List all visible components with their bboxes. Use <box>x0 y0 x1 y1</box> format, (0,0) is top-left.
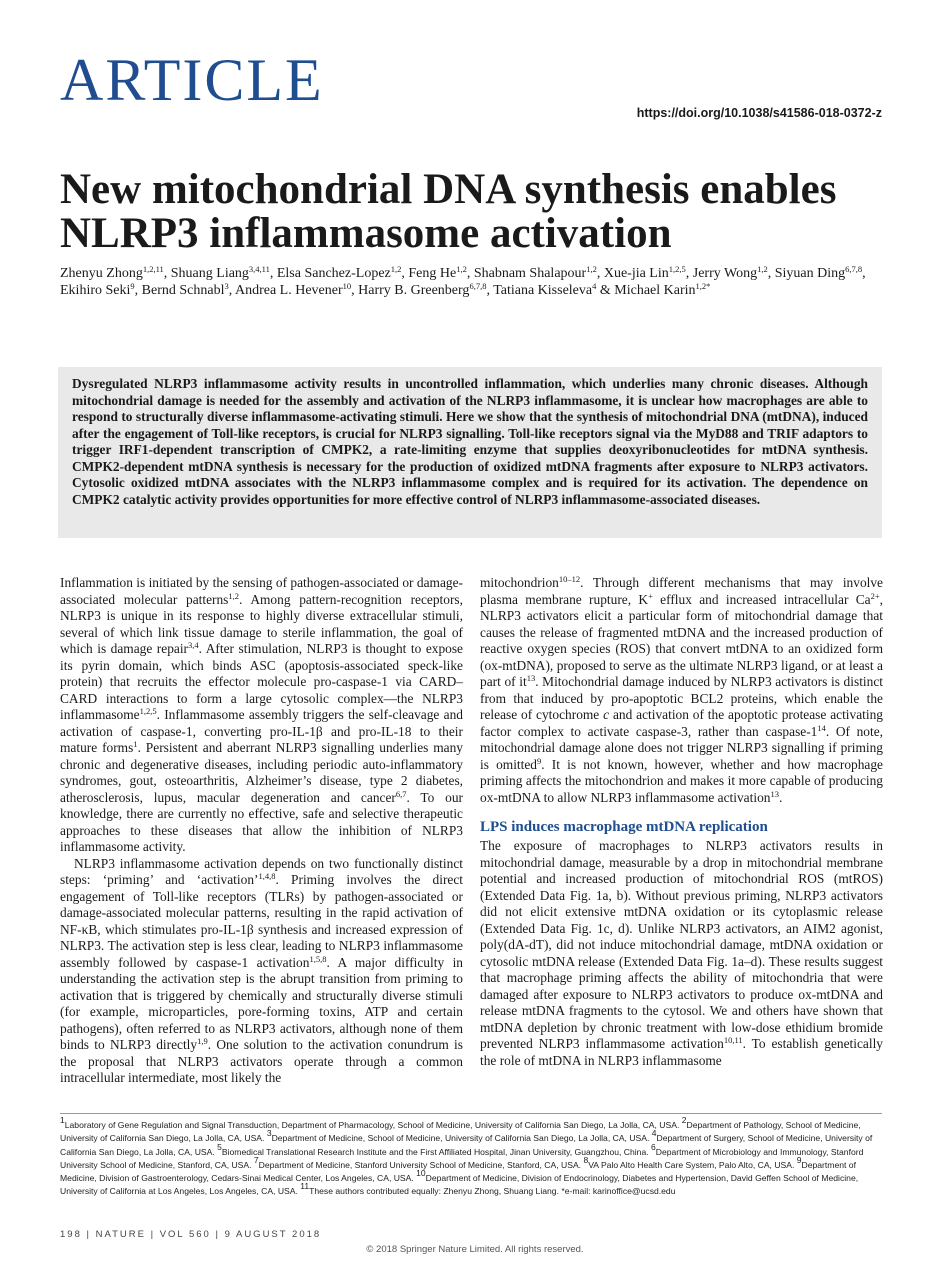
author-name: Zhenyu Zhong$^{1,2,11}$ <box>60 264 164 281</box>
author-affiliation-superscript: 6,7,8 <box>469 280 487 291</box>
citation-superscript: 5 <box>217 1141 222 1152</box>
citation-superscript: 7 <box>253 1154 259 1165</box>
author-affiliation-superscript: 1,2 <box>390 264 402 274</box>
author-affiliation-superscript: 6,7,8 <box>845 264 863 274</box>
article-type-label: ARTICLE <box>60 47 324 113</box>
author-name: Tatiana Kisseleva$^4$ <box>493 280 597 298</box>
citation-superscript: 10,11 <box>723 1035 743 1045</box>
author-affiliation-superscript: 10 <box>342 280 352 291</box>
author-name: Feng He$^{1,2}$ <box>408 264 467 281</box>
body-column-right <box>480 575 883 1069</box>
author-affiliation-superscript: 1,2 <box>586 264 597 274</box>
body-paragraph: NLRP3 inflammasome activation depends on two functionally distinct steps: ‘priming’ and ‘activation’$^{1,4,8}$. Priming involves the direct engagement of Toll-like receptors (TLRs) by pathogen-associated or damage-associated molecular patterns, resulting in the rapid activation of NF-κB, which stimulates pro-IL-1β synthesis and increased expression of NLRP3. The activation step is less clear, leading to NLRP3 inflammasome assembly followed by caspase-1 activation$^{1,5,8}$. A major difficulty in understanding the activation step is the abrupt transition from priming to activation that is triggered by chemically and structurally diverse stimuli (for example, microparticles, pore-forming toxins, ATP and certain pathogens), often referred to as NLRP3 activators, although none of them binds to NLRP3 directly$^{1,9}$. One solution to the activation conundrum is the proposal that NLRP3 activators operate through a common intracellular intermediate, most likely the <box>60 855 464 1085</box>
author-name: Elsa Sanchez-Lopez$^{1,2}$ <box>276 264 402 281</box>
author-affiliation-superscript: 1,2 <box>456 264 467 274</box>
author-name: Bernd Schnabl$^3$ <box>141 280 229 298</box>
author-affiliation-superscript: 1,2,11 <box>142 264 164 274</box>
citation-superscript: 11 <box>300 1181 310 1192</box>
citation-superscript: 13 <box>770 788 779 799</box>
footnote-divider <box>60 1113 882 1114</box>
citation-superscript: 1 <box>133 739 138 749</box>
author-name: Siyuan Ding$^{6,7,8}$ <box>774 264 863 281</box>
author-name: Shuang Liang$^{3,4,11}$ <box>170 264 270 281</box>
author-name: Ekihiro Seki$^9$ <box>60 280 135 298</box>
author-affiliation-superscript: 1,2* <box>695 280 711 291</box>
citation-superscript: 6,7 <box>395 788 407 799</box>
citation-superscript: 3,4 <box>188 640 199 650</box>
copyright-notice: © 2018 Springer Nature Limited. All rights reserved. <box>366 1244 584 1255</box>
citation-superscript: 10 <box>416 1168 426 1179</box>
citation-superscript: 10–12 <box>558 574 581 584</box>
author-name: Shabnam Shalapour$^{1,2}$ <box>473 264 597 281</box>
body-paragraph: The exposure of macrophages to NLRP3 activators results in mitochondrial damage, measurable by a drop in mitochondrial membrane potential and increased production of mitochondrial ROS (mtROS) (Extended Data Fig. 1a, b). Without previous priming, NLRP3 activators did not elicit extensive mtDNA oxidation or its cytoplasmic release (Extended Data Fig. 1c, d). Unlike NLRP3 activators, an AIM2 agonist, poly(dA-dT), did not induce mitochondrial damage, mtDNA oxidation or cytosolic mtDNA release (Extended Data Fig. 1a–d). These results suggest that macrophage priming affects the ability of mitochondria that were damaged after exposure to NLRP3 activators to produce ox-mtDNA and release mtDNA fragments to the cytosol. We and others have shown that mtDNA depletion by chronic treatment with low-dose ethidium bromide prevented NLRP3 inflammasome activation$^{10,11}$. To establish genetically the role of mtDNA in NLRP3 inflammasome <box>480 838 883 1068</box>
author-name: Harry B. Greenberg$^{6,7,8}$ <box>358 280 487 298</box>
author-affiliation-superscript: 1,2 <box>757 264 768 274</box>
author-name: Michael Karin$^{1,2*}$ <box>614 280 711 298</box>
author-name: Jerry Wong$^{1,2}$ <box>692 264 768 281</box>
author-affiliation-superscript: 3 <box>224 280 229 291</box>
citation-superscript: + <box>648 590 653 601</box>
doi-link[interactable]: https://doi.org/10.1038/s41586-018-0372-z <box>636 106 882 120</box>
author-affiliation-superscript: 4 <box>592 280 597 291</box>
citation-superscript: 1,4,8 <box>258 871 276 881</box>
citation-superscript: 1,9 <box>197 1036 208 1046</box>
abstract-box <box>58 367 882 538</box>
citation-superscript: 1,5,8 <box>309 953 327 964</box>
author-affiliation-superscript: 9 <box>130 280 135 291</box>
citation-superscript: 3 <box>266 1128 272 1139</box>
body-paragraph: mitochondrion$^{10-12}$. Through different mechanisms that may involve plasma membrane rupture, K+ efflux and increased intracellular $Ca^{2+}$, NLRP3 activators elicit a particular form of mitochondrial damage that causes the release of fragmented mtDNA and the increased production of reactive oxygen species (ROS) that convert mtDNA to an oxidized form (ox-mtDNA), proposed to serve as the ultimate NLRP3 ligand, or at least a part of $it^{13}$. Mitochondrial damage induced by NLRP3 activators is distinct from that induced by pro-apoptotic BCL2 proteins, which enable the release of cytochrome c and activation of the apoptotic protease activating factor complex to activate caspase-3, rather than caspase-$1^{14}$. Of note, mitochondrial damage alone does not trigger NLRP3 signalling if priming is omitted$^9$. It is not known, however, whether and how macrophage priming affects the mitochondrion and makes it more capable of producing ox-mtDNA to allow NLRP3 inflammasome activation$^{13}$. <box>480 574 883 805</box>
citation-superscript: 1 <box>60 1115 65 1125</box>
author-name: Xue-jia Lin$^{1,2,5}$ <box>603 264 686 281</box>
citation-superscript: 14 <box>817 722 826 733</box>
affiliations-footnote: $^1$Laboratory of Gene Regulation and Signal Transduction, Department of Pharmacology, School of Medicine, University of California San Diego, La Jolla, CA, USA. $^2$Department of Pathology, School of Medicine, University of California San Diego, La Jolla, CA, USA. $^3$Department of Medicine, School of Medicine, University of California San Diego, La Jolla, CA, USA. $^4$Department of Surgery, School of Medicine, University of California San Diego, La Jolla, CA, USA. $^5$Biomedical Translational Research Institute and the First Affiliated Hospital, Jinan University, Guangzhou, China. $^6$Department of Microbiology and Immunology, Stanford University School of Medicine, Stanford, CA, USA. $^7$Department of Medicine, Stanford University School of Medicine, Stanford, CA, USA. $^8$VA Palo Alto Health Care System, Palo Alto, CA, USA. $^9$Department of Medicine, Division of Gastroenterology, Cedars-Sinai Medical Center, Los Angeles, CA, USA. $^{10}$Department of Medicine, Division of Endocrinology, Diabetes and Hypertension, David Geffen School of Medicine, University of California at Los Angeles, Los Angeles, CA, USA. $^{11}$These authors contributed equally: Zhenyu Zhong, Shuang Liang. *e-mail: karinoffice@ucsd.edu <box>60 1115 873 1197</box>
section-heading: LPS induces macrophage mtDNA replication <box>480 819 768 835</box>
citation-superscript: 9 <box>796 1154 802 1165</box>
citation-superscript: 9 <box>537 755 542 766</box>
citation-superscript: 13 <box>526 673 536 683</box>
abstract-text: Dysregulated NLRP3 inflammasome activity results in uncontrolled inflammation, which underlies many chronic diseases. Although mitochondrial damage is needed for the assembly and activation of the NLRP3 inflammasome, it is unclear how macrophages are able to respond to structurally diverse inflammasome-activating stimuli. Here we show that the synthesis of mitochondrial DNA (mtDNA), induced after the engagement of Toll-like receptors, is crucial for NLRP3 signalling. Toll-like receptors signal via the MyD88 and TRIF adaptors to trigger IRF1-dependent transcription of CMPK2, a rate-limiting enzyme that supplies deoxyribonucleotides for mtDNA synthesis. CMPK2-dependent mtDNA synthesis is necessary for the production of oxidized mtDNA fragments after exposure to NLRP3 activators. Cytosolic oxidized mtDNA associates with the NLRP3 inflammasome complex and is required for its activation. The dependence on CMPK2 catalytic activity provides opportunities for more effective control of NLRP3 inflammasome-associated diseases. <box>72 376 868 507</box>
author-name: Andrea L. Hevener$^{10}$ <box>234 280 352 298</box>
citation-superscript: 2 <box>681 1115 687 1125</box>
citation-superscript: 1,2,5 <box>139 706 157 716</box>
article-title: New mitochondrial DNA synthesis enables NLRP3 inflammasome activation <box>60 166 837 257</box>
citation-superscript: 4 <box>651 1128 657 1139</box>
author-affiliation-superscript: 3,4,11 <box>248 264 270 274</box>
citation-superscript: 2+ <box>870 590 880 601</box>
author-list: Zhenyu Zhong$^{1,2,11}$, Shuang Liang$^{3,4,11}$, Elsa Sanchez-Lopez$^{1,2}$, Feng He$^{1,2}$, Shabnam Shalapour$^{1,2}$, Xue-jia Lin$^{1,2,5}$, Jerry Wong$^{1,2}$, Siyuan Ding$^{6,7,8}$, Ekihiro Seki$^9$, Bernd Schnabl$^3$, Andrea L. Hevener$^{10}$, Harry B. Greenberg$^{6,7,8}$, Tatiana Kisseleva$^4$ & Michael Karin$^{1,2*}$ <box>60 264 866 298</box>
author-affiliation-superscript: 1,2,5 <box>668 264 686 274</box>
citation-superscript: 8 <box>583 1154 589 1165</box>
citation-superscript: 1,2 <box>228 590 240 601</box>
citation-superscript: 6 <box>651 1141 656 1152</box>
page-folio: 198 | NATURE | VOL 560 | 9 AUGUST 2018 <box>60 1229 322 1240</box>
body-paragraph: Inflammation is initiated by the sensing of pathogen-associated or damage-associated molecular patterns$^{1,2}$. Among pattern-recognition receptors, NLRP3 is unique in its response to highly diverse extracellular stimuli, several of which link tissue damage to sterile inflammation, the goal of which is damage repair$^{3,4}$. After stimulation, NLRP3 is thought to expose its pyrin domain, which binds ASC (apoptosis-associated speck-like protein) that recruits the effector molecule pro-caspase-1 via CARD–CARD interactions to form a large cytosolic complex—the NLRP3 inflammasome$^{1,2,5}$. Inflammasome assembly triggers the self-cleavage and activation of caspase-1, converting pro-IL-1β and pro-IL-18 to their mature forms$^1$. Persistent and aberrant NLRP3 signalling underlies many chronic and degenerative diseases, including periodic auto-inflammatory syndromes, gout, osteoarthritis, Alzheimer’s disease, type 2 diabetes, atherosclerosis, lupus, macular degeneration and cancer$^{6,7}$. To our knowledge, there are currently no effective, safe and selective therapeutic approaches to these diseases that allow the inhibition of NLRP3 inflammasome activity. <box>60 575 464 854</box>
body-column-left <box>60 575 463 1087</box>
